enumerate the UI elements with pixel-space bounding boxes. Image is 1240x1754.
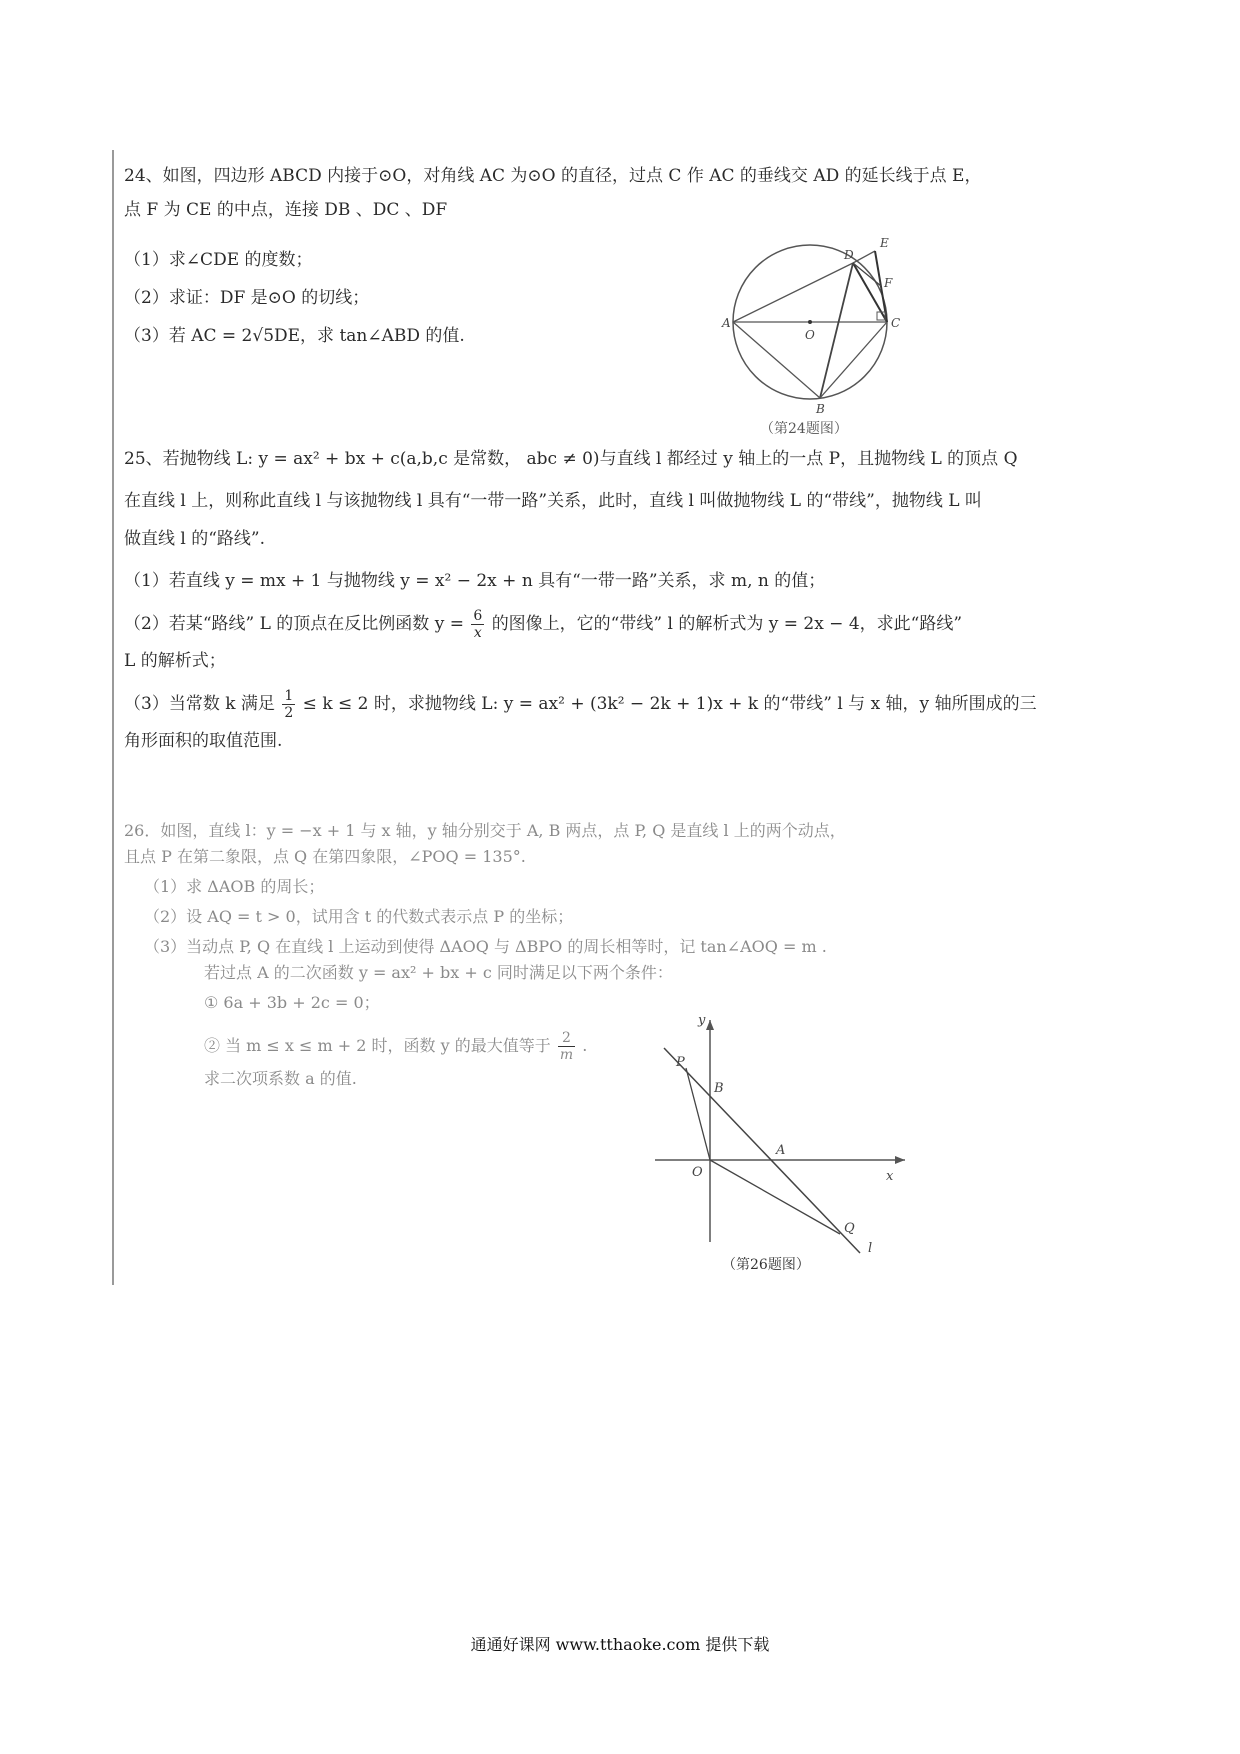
left-margin-line — [112, 150, 114, 1285]
q26-frac-den: m — [559, 1047, 574, 1063]
q26-part2: （2）设 AQ = t > 0，试用含 t 的代数式表示点 P 的坐标； — [144, 907, 574, 926]
q26-condition1: ① 6a + 3b + 2c = 0； — [204, 993, 380, 1012]
q26-label-l: l — [868, 1241, 873, 1255]
q26-figure — [640, 1010, 910, 1255]
q25-part3-end: ≤ k ≤ 2 时，求抛物线 L: y = ax² + (3k² − 2k + 1)x + k 的“带线” l 与 x 轴，y 轴所围成的三 — [302, 694, 1037, 714]
q24-label-F: F — [884, 276, 893, 290]
q26-label-y: y — [698, 1013, 706, 1028]
q26-label-Q: Q — [844, 1221, 855, 1236]
q24-label-A: A — [722, 316, 731, 330]
q25-line2: 在直线 l 上，则称此直线 l 与该抛物线 l 具有“一带一路”关系，此时，直线 l 叫做抛物线 L 的“带线”，抛物线 L 叫 — [124, 491, 982, 511]
q26-label-P: P — [676, 1055, 685, 1070]
q26-label-O: O — [692, 1165, 703, 1180]
q25-frac2-den: 2 — [284, 705, 294, 721]
q26-figure-caption: （第26题图） — [722, 1257, 810, 1273]
q26-label-x: x — [886, 1169, 894, 1184]
footer-source: 通通好课网 www.tthaoke.com 提供下载 — [470, 1635, 770, 1654]
q25-line3: 做直线 l 的“路线”. — [124, 529, 266, 549]
q26-condition2-end: . — [582, 1036, 588, 1055]
q26-ask: 求二次项系数 a 的值. — [204, 1069, 357, 1088]
q24-line1: 24、如图，四边形 ABCD 内接于⊙O，对角线 AC 为⊙O 的直径，过点 C 作 AC 的垂线交 AD 的延长线于点 E， — [124, 166, 982, 186]
q24-figure-caption: （第24题图） — [760, 421, 848, 437]
q24-part3: （3）若 AC = 2√5DE，求 tan∠ABD 的值. — [124, 326, 465, 346]
q25-part1: （1）若直线 y = mx + 1 与抛物线 y = x² − 2x + n 具有“一带一路”关系，求 m, n 的值； — [124, 571, 826, 591]
q25-frac-den: x — [473, 625, 482, 641]
q24-label-D: D — [844, 248, 854, 262]
q26-line1: 26．如图，直线 l：y = −x + 1 与 x 轴，y 轴分别交于 A, B 两点，点 P, Q 是直线 l 上的两个动点， — [124, 821, 846, 840]
q26-fraction-2-over-m — [558, 1030, 575, 1063]
q26-part3: （3）当动点 P, Q 在直线 l 上运动到使得 ΔAOQ 与 ΔBPO 的周长相等时，记 tan∠AOQ = m . — [144, 937, 827, 956]
q25-line1: 25、若抛物线 L: y = ax² + bx + c(a,b,c 是常数， abc ≠ 0)与直线 l 都经过 y 轴上的一点 P，且抛物线 L 的顶点 Q — [124, 449, 1018, 469]
q25-frac2-num: 1 — [284, 688, 294, 704]
q24-label-O: O — [805, 328, 815, 342]
q26-frac-num: 2 — [558, 1030, 575, 1047]
q24-part2: （2）求证：DF 是⊙O 的切线； — [124, 288, 370, 308]
q26-label-B: B — [714, 1081, 724, 1096]
q24-line2: 点 F 为 CE 的中点，连接 DB 、DC 、DF — [124, 200, 448, 220]
q26-part1: （1）求 ΔAOB 的周长； — [144, 877, 325, 896]
q26-condition2 — [204, 1030, 587, 1063]
q26-condition2-start: ② 当 m ≤ x ≤ m + 2 时，函数 y 的最大值等于 — [204, 1036, 551, 1055]
q25-part3-cont: 角形面积的取值范围. — [124, 731, 283, 751]
q25-fraction-6-over-x — [471, 608, 484, 641]
q25-part2-start: （2）若某“路线” L 的顶点在反比例函数 y = — [124, 614, 464, 634]
q24-label-C: C — [891, 316, 901, 330]
q24-part1: （1）求∠CDE 的度数； — [124, 250, 313, 270]
q25-frac-num: 6 — [473, 608, 483, 624]
q25-fraction-1-over-2 — [282, 688, 295, 721]
q25-part2-cont: L 的解析式； — [124, 651, 226, 671]
q26-line2: 且点 P 在第二象限，点 Q 在第四象限，∠POQ = 135°. — [124, 847, 526, 866]
q24-figure — [720, 235, 920, 430]
q25-part3-start: （3）当常数 k 满足 — [124, 694, 275, 714]
q25-part3 — [124, 688, 1037, 721]
q24-label-B: B — [816, 402, 825, 416]
q26-label-A: A — [776, 1143, 786, 1158]
q25-part2 — [124, 608, 962, 641]
q25-part2-end: 的图像上，它的“带线” l 的解析式为 y = 2x − 4，求此“路线” — [491, 614, 963, 634]
q26-part3-b: 若过点 A 的二次函数 y = ax² + bx + c 同时满足以下两个条件： — [204, 963, 673, 982]
q24-label-E: E — [880, 236, 889, 250]
